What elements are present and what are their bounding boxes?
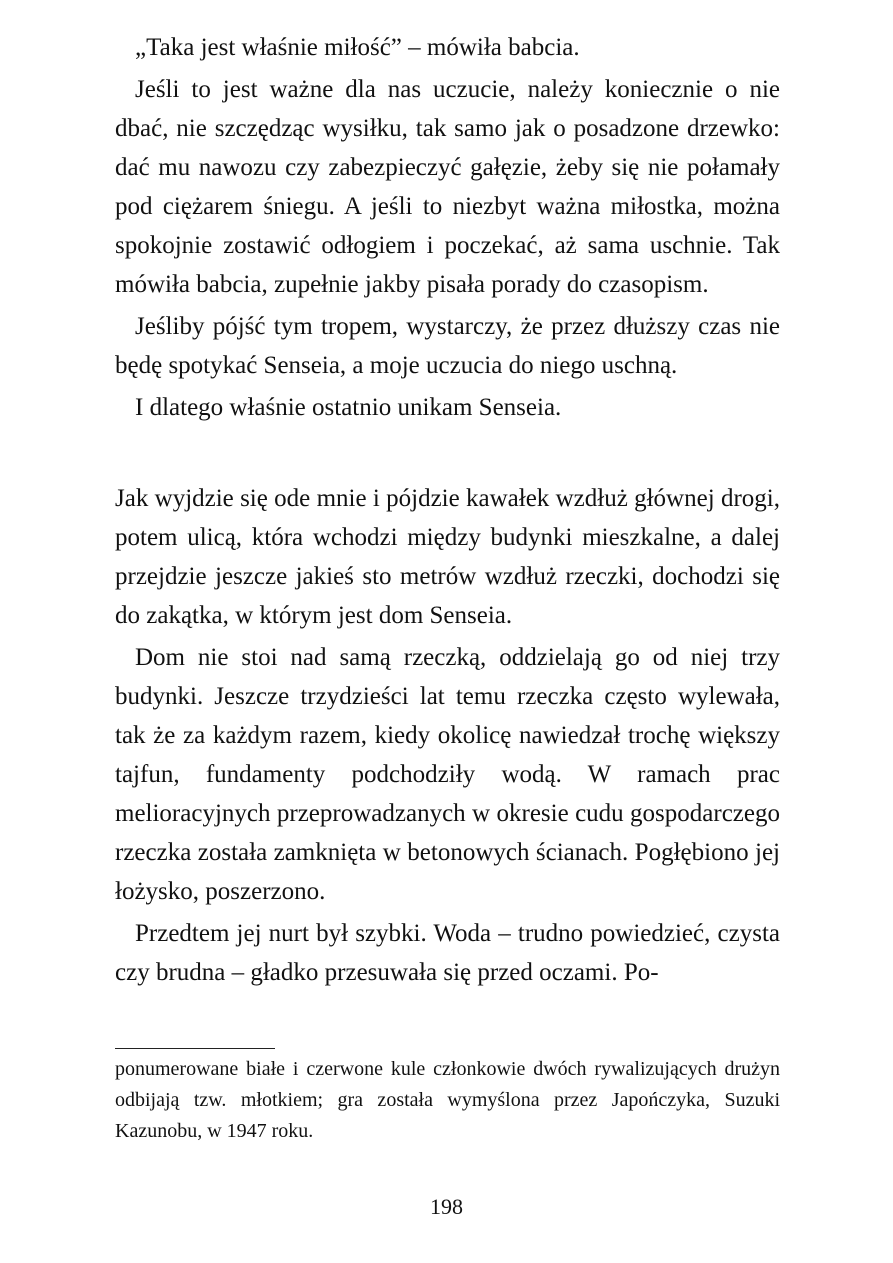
paragraph: Jeśliby pójść tym tropem, wystarczy, że przez dłuższy czas nie będę spotykać Senseia, a moje uczucia do niego uschną. (115, 313, 780, 379)
footnote-separator (115, 1048, 275, 1049)
paragraph: Dom nie stoi nad samą rzeczką, oddzielają go od niej trzy budynki. Jeszcze trzydzieści lat temu rzeczka często wylewała, tak że za każdym razem, kiedy okolicę nawiedzał trochę większy tajfun, fundamenty podchodziły wodą. W ramach prac melioracyjnych przeprowadzanych w okresie cudu gospodarczego rzeczka została zamknięta w betonowych ścianach. Pogłębiono jej łożysko, poszerzono. (115, 644, 780, 905)
page-body (115, 28, 780, 992)
section-grandmother-love (115, 28, 780, 427)
paragraph: „Taka jest właśnie miłość” – mówiła babcia. (135, 34, 580, 61)
footnote: ponumerowane białe i czerwone kule członkowie dwóch rywalizujących drużyn odbijają tzw. młotkiem; gra została wymyślona przez Japończyka, Suzuki Kazunobu, w 1947 roku. (115, 1058, 780, 1142)
paragraph: Przedtem jej nurt był szybki. Woda – trudno powiedzieć, czysta czy brudna – gładko przesuwała się przed oczami. Po- (115, 920, 780, 986)
page-number: 198 (430, 1194, 463, 1219)
paragraph: Jeśli to jest ważne dla nas uczucie, należy koniecznie o nie dbać, nie szczędząc wysiłku, tak samo jak o posadzone drzewko: dać mu nawozu czy zabezpieczyć gałęzie, żeby się nie połamały pod ciężarem śniegu. A jeśli to niezbyt ważna miłostka, można spokojnie zostawić odłogiem i poczekać, aż sama uschnie. Tak mówiła babcia, zupełnie jakby pisała porady do czasopism. (115, 76, 780, 298)
paragraph: Jak wyjdzie się ode mnie i pójdzie kawałek wzdłuż głównej drogi, potem ulicą, która wchodzi między budynki mieszkalne, a dalej przejdzie jeszcze jakieś sto metrów wzdłuż rzeczki, dochodzi się do zakątka, w którym jest dom Senseia. (115, 485, 780, 629)
paragraph: I dlatego właśnie ostatnio unikam Senseia. (135, 394, 562, 421)
section-sensei-house (115, 479, 780, 992)
